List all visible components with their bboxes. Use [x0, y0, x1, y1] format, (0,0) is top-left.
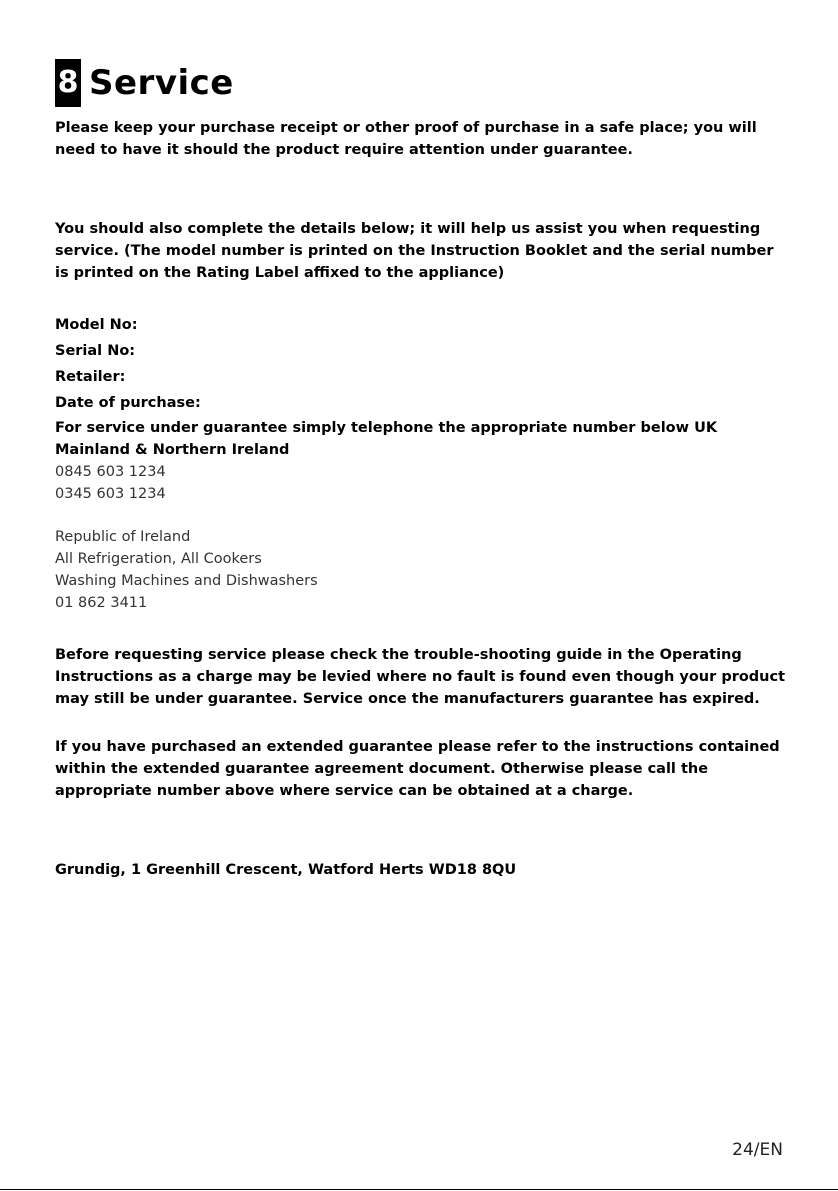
extended-guarantee-line: appropriate number above where service can be obtained at a charge. [55, 783, 634, 799]
intro-line: Please keep your purchase receipt or other proof of purchase in a safe place; you will [55, 120, 757, 136]
before-request-line: Before requesting service please check the trouble-shooting guide in the Operating [55, 647, 742, 663]
intro-line: need to have it should the product require attention under guarantee. [55, 142, 633, 158]
roi-appliances-line: Washing Machines and Dishwashers [55, 573, 318, 589]
model-number-label: Model No: [55, 317, 138, 333]
extended-guarantee-line: If you have purchased an extended guarantee please refer to the instructions contained [55, 739, 780, 755]
roi-service-section [55, 526, 785, 614]
before-request-line: may still be under guarantee. Service once the manufacturers guarantee has expired. [55, 691, 760, 707]
section-number-badge: 8 [55, 59, 81, 107]
details-note-line: is printed on the Rating Label affixed to the appliance) [55, 265, 505, 281]
before-request-line: Instructions as a charge may be levied where no fault is found even though your product [55, 669, 786, 685]
details-note-line: You should also complete the details below; it will help us assist you when requesting [55, 221, 761, 237]
uk-service-region: Mainland & Northern Ireland [55, 442, 290, 458]
details-note-paragraph [55, 218, 785, 284]
section-heading [55, 58, 234, 108]
uk-phone-number: 0845 603 1234 [55, 464, 166, 480]
serial-number-label: Serial No: [55, 343, 136, 359]
company-address [55, 859, 785, 881]
extended-guarantee-line: within the extended guarantee agreement document. Otherwise please call the [55, 761, 709, 777]
extended-guarantee-paragraph [55, 736, 785, 802]
page-number: 24/EN [732, 1140, 783, 1160]
roi-phone-number: 01 862 3411 [55, 595, 148, 611]
retailer-label: Retailer: [55, 369, 126, 385]
details-note-line: service. (The model number is printed on the Instruction Booklet and the serial number [55, 243, 774, 259]
uk-phone-number: 0345 603 1234 [55, 486, 166, 502]
roi-region: Republic of Ireland [55, 529, 191, 545]
uk-service-section [55, 417, 785, 505]
date-of-purchase-label: Date of purchase: [55, 395, 201, 411]
section-title: Service [89, 63, 234, 103]
intro-paragraph [55, 117, 785, 161]
roi-appliances-line: All Refrigeration, All Cookers [55, 551, 262, 567]
uk-service-line: For service under guarantee simply telephone the appropriate number below UK [55, 420, 718, 436]
before-request-paragraph [55, 644, 785, 710]
address-line: Grundig, 1 Greenhill Crescent, Watford Herts WD18 8QU [55, 862, 517, 878]
bottom-rule [0, 1189, 838, 1190]
details-fields [55, 314, 785, 414]
